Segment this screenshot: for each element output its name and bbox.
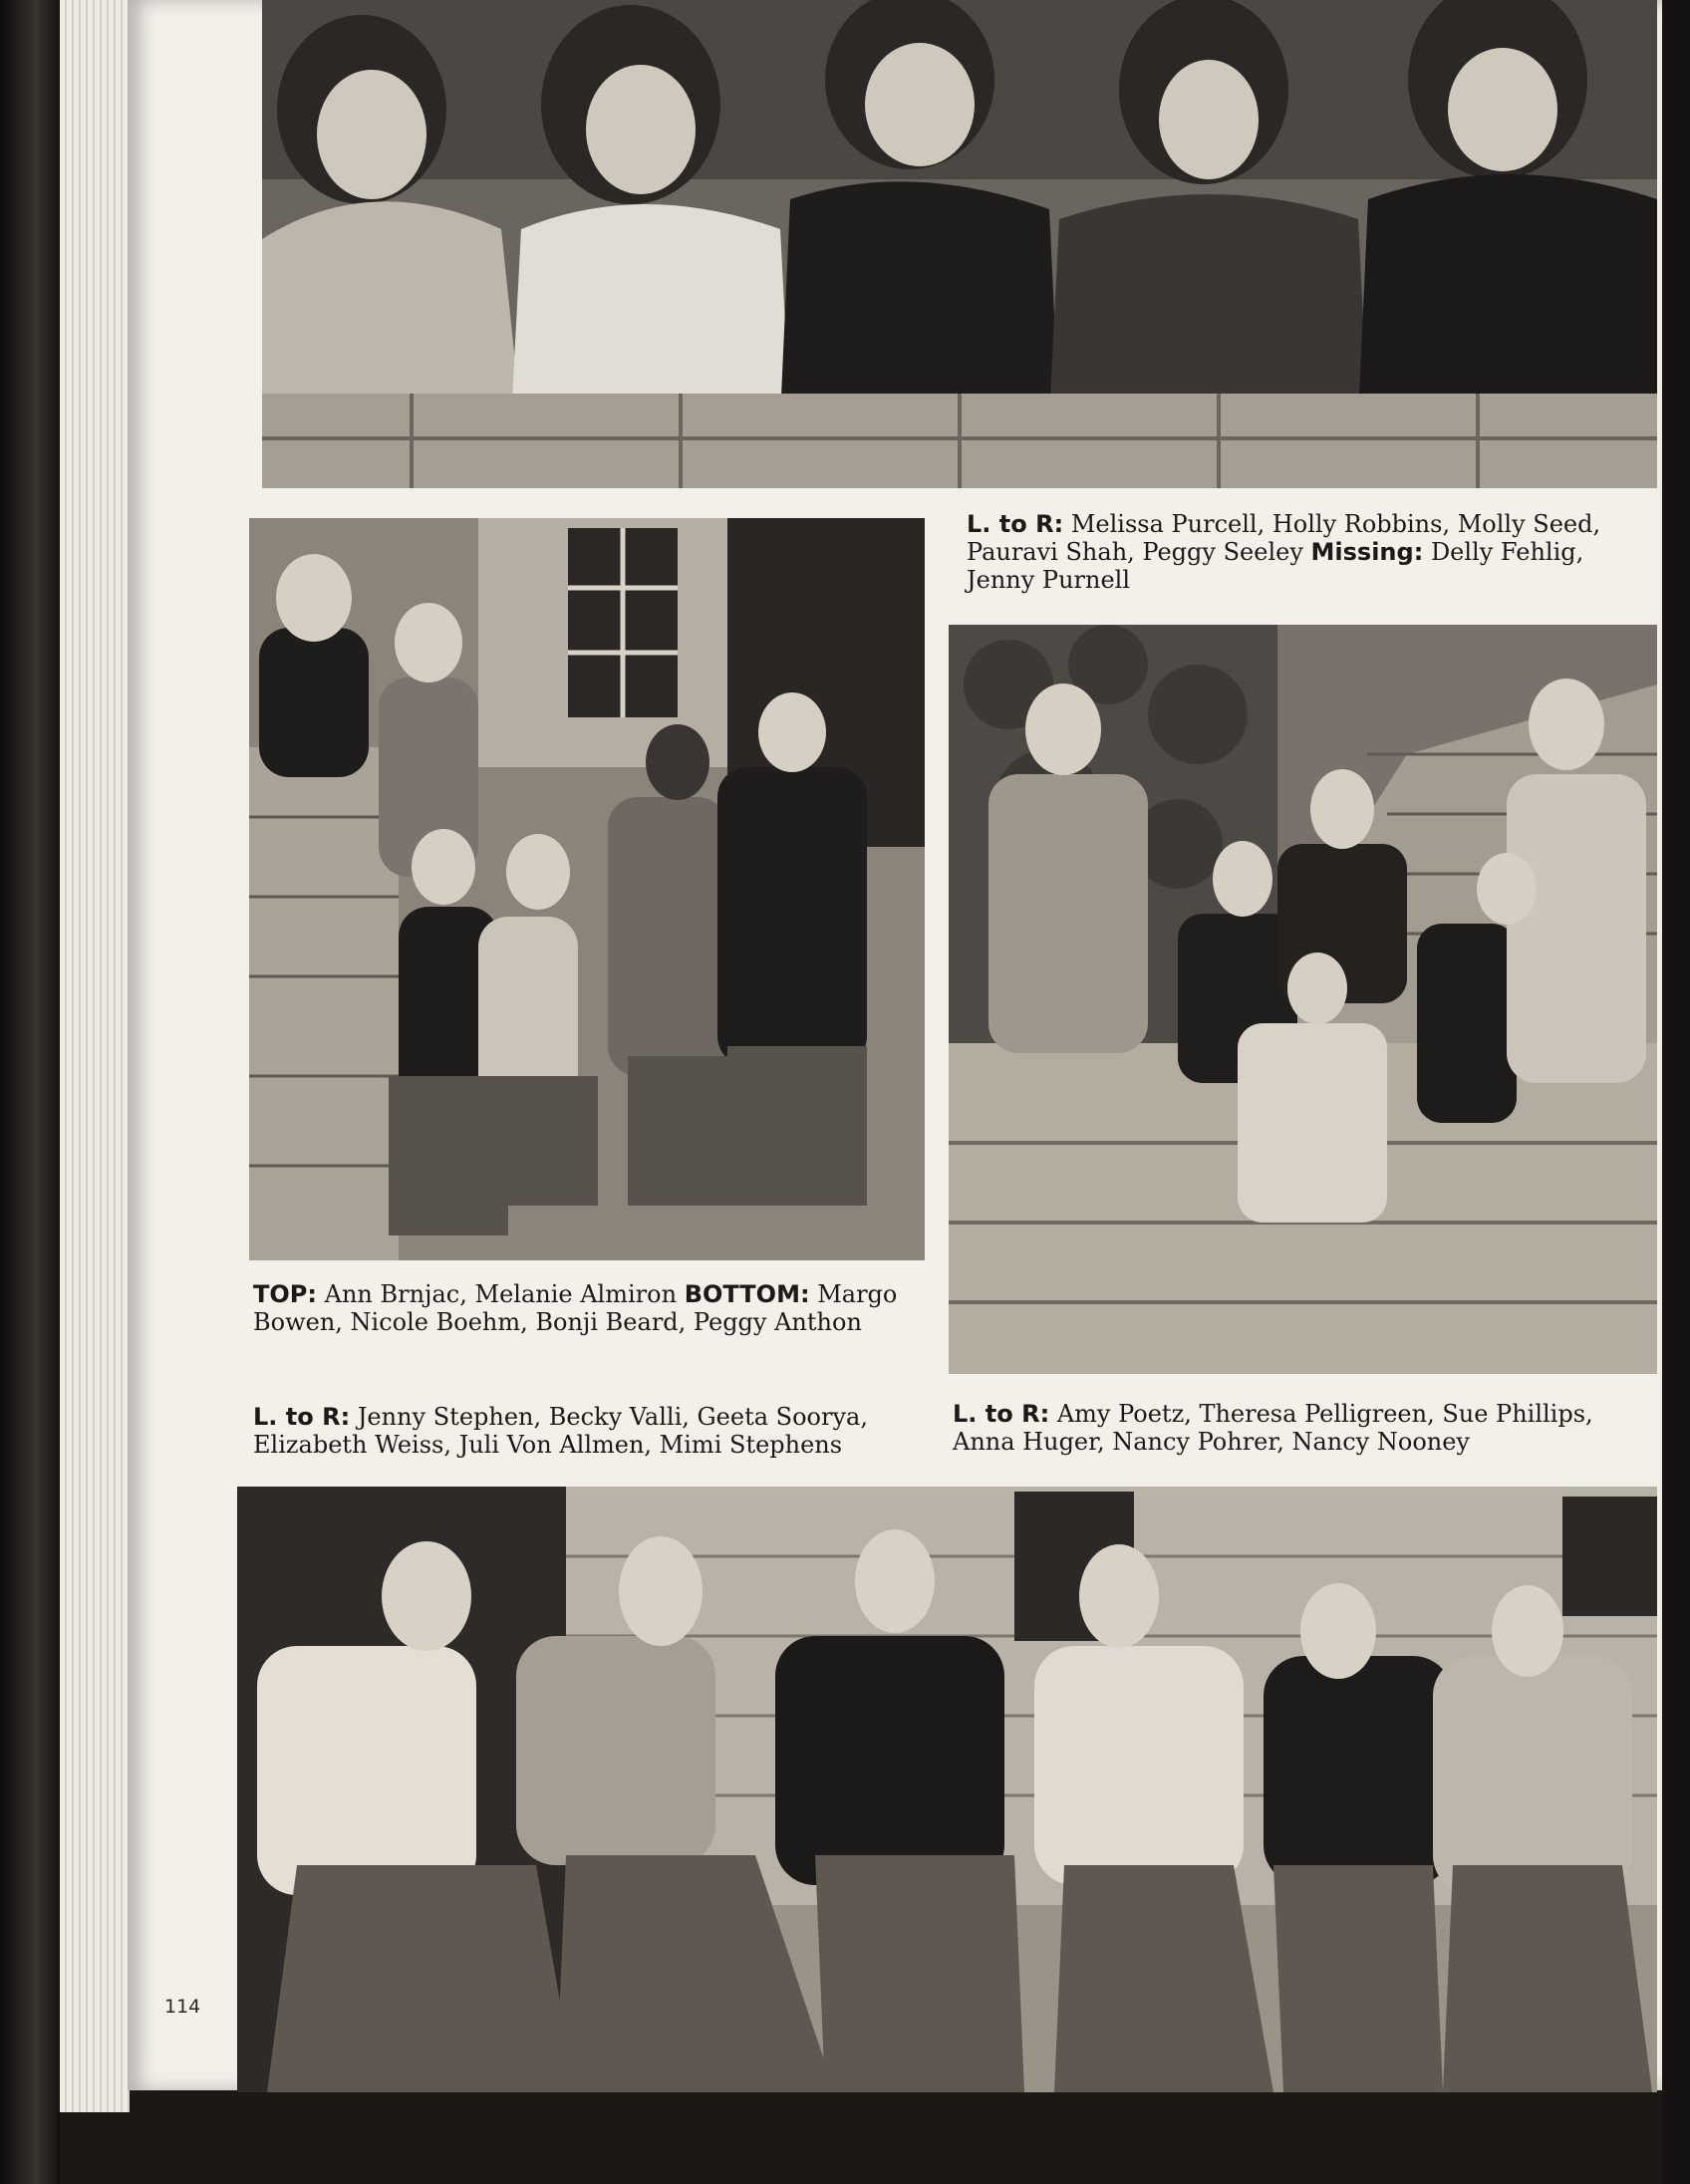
book-binding — [0, 0, 60, 2184]
caption-bottom-names: Margo Bowen, Nicole Boehm, Bonji Beard, Peggy Anthon — [253, 1280, 898, 1336]
caption-label: L. to R: — [953, 1400, 1050, 1428]
photo-bottom-group — [237, 1487, 1657, 2092]
caption-bottom-group — [253, 1403, 926, 1459]
caption-names: Jenny Stephen, Becky Valli, Geeta Soorya, Elizabeth Weiss, Juli Von Allmen, Mimi Stephens — [253, 1403, 868, 1459]
caption-bottom-label: BOTTOM: — [684, 1280, 810, 1308]
caption-label: L. to R: — [967, 510, 1064, 538]
caption-missing-label: Missing: — [1310, 538, 1424, 566]
page-edges — [60, 0, 130, 2112]
page-number: 114 — [164, 1996, 201, 2018]
caption-middle-right-group — [953, 1400, 1620, 1456]
caption-names: Melissa Purcell, Holly Robbins, Molly Seed, Pauravi Shah, Peggy Seeley — [967, 510, 1601, 566]
caption-top-names: Ann Brnjac, Melanie Almiron — [324, 1280, 678, 1308]
caption-middle-left-group — [253, 1280, 921, 1336]
photo-middle-right-group — [949, 625, 1657, 1374]
photo-middle-left-group — [249, 518, 925, 1260]
caption-label: L. to R: — [253, 1403, 351, 1431]
caption-top-group — [967, 510, 1614, 594]
photo-top-group — [262, 0, 1657, 488]
page-gutter-shadow — [1662, 0, 1690, 2184]
caption-top-label: TOP: — [253, 1280, 317, 1308]
caption-missing-names: Delly Fehlig, Jenny Purnell — [967, 538, 1584, 594]
caption-names: Amy Poetz, Theresa Pelligreen, Sue Phillips, Anna Huger, Nancy Pohrer, Nancy Nooney — [953, 1400, 1593, 1456]
